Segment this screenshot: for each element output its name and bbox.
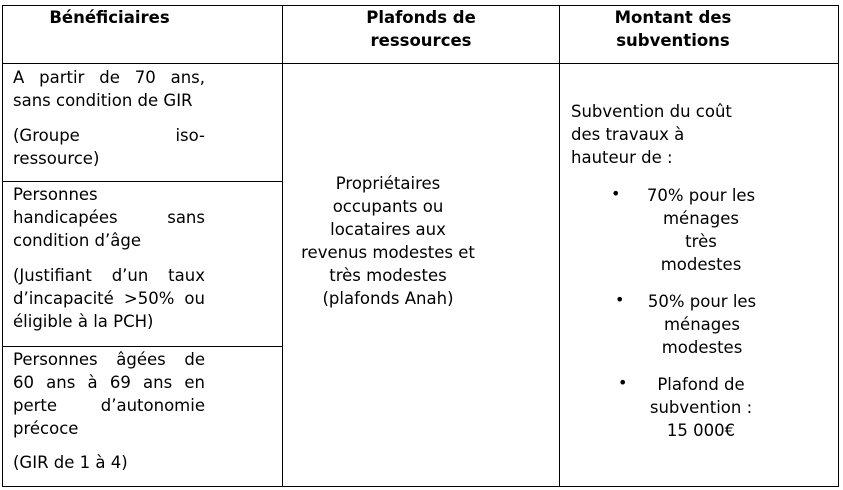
- resources-line: revenus modestes et: [301, 243, 475, 262]
- beneficiary-note: (GIR de 1 à 4): [13, 453, 128, 472]
- table-border-left: [2, 5, 3, 487]
- header-line: Montant des: [614, 8, 732, 27]
- beneficiary-text: perte d’autonomie: [13, 396, 205, 415]
- beneficiary-text: handicapées sans: [13, 208, 205, 227]
- subsidy-item-line: ménages: [662, 209, 739, 228]
- header-divider: [2, 63, 839, 64]
- header-line: ressources: [370, 31, 472, 50]
- beneficiary-row-2: [13, 183, 205, 333]
- beneficiary-note: (Groupe iso-: [13, 126, 205, 145]
- subsidy-item-line: modestes: [660, 255, 742, 274]
- header-beneficiaires: [2, 6, 217, 29]
- beneficiary-text: précoce: [13, 419, 79, 438]
- beneficiary-text: condition d’âge: [13, 231, 141, 250]
- header-line: Plafonds de: [366, 8, 476, 27]
- bullet-icon: •: [615, 290, 625, 309]
- subsidy-item-3: [636, 373, 766, 442]
- bullet-icon: •: [618, 373, 628, 392]
- beneficiary-note: d’incapacité >50% ou: [13, 289, 205, 308]
- header-line: subventions: [616, 31, 730, 50]
- subsidies-intro: [571, 100, 801, 169]
- beneficiary-row-1: [13, 66, 205, 170]
- table-border-right: [838, 5, 839, 487]
- subsidy-item-line: 50% pour les: [647, 292, 757, 311]
- subsidy-item-line: modestes: [661, 338, 743, 357]
- subsidies-intro-line: Subvention du coût: [571, 102, 732, 121]
- beneficiary-row-3: [13, 348, 205, 474]
- subsidy-item-line: 15 000€: [666, 421, 736, 440]
- resources-line: occupants ou: [332, 197, 444, 216]
- subsidy-item-line: subvention :: [649, 398, 753, 417]
- subsidy-item-2: [637, 290, 767, 359]
- resources-line: Propriétaires: [335, 174, 441, 193]
- beneficiary-text: A partir de 70 ans,: [13, 68, 205, 87]
- beneficiary-note: ressource): [13, 149, 100, 168]
- header-plafonds: [283, 6, 559, 52]
- subsidies-intro-line: hauteur de :: [571, 148, 673, 167]
- subsidy-item-1: [636, 184, 766, 276]
- header-line: Bénéficiaires: [49, 8, 170, 27]
- resources-cell: [283, 172, 493, 310]
- resources-line: (plafonds Anah): [322, 289, 454, 308]
- beneficiary-text: Personnes: [13, 185, 98, 204]
- row-divider-1: [2, 181, 283, 182]
- beneficiary-note: (Justifiant d’un taux: [13, 266, 205, 285]
- subsidy-item-line: ménages: [663, 315, 740, 334]
- resources-line: très modestes: [329, 266, 447, 285]
- subsidy-item-line: 70% pour les: [646, 186, 756, 205]
- subsidy-item-line: très: [685, 232, 717, 251]
- table-border-bottom: [2, 486, 839, 487]
- bullet-icon: •: [611, 184, 621, 203]
- header-montant: [560, 6, 786, 52]
- beneficiary-note: éligible à la PCH): [13, 312, 154, 331]
- subsidies-intro-line: des travaux à: [571, 125, 685, 144]
- beneficiary-text: sans condition de GIR: [13, 91, 193, 110]
- beneficiary-text: Personnes âgées de: [13, 350, 205, 369]
- resources-line: locataires aux: [330, 220, 446, 239]
- row-divider-2: [2, 346, 283, 347]
- column-divider-2: [559, 5, 560, 487]
- subsidy-item-line: Plafond de: [657, 375, 745, 394]
- beneficiary-text: 60 ans à 69 ans en: [13, 373, 205, 392]
